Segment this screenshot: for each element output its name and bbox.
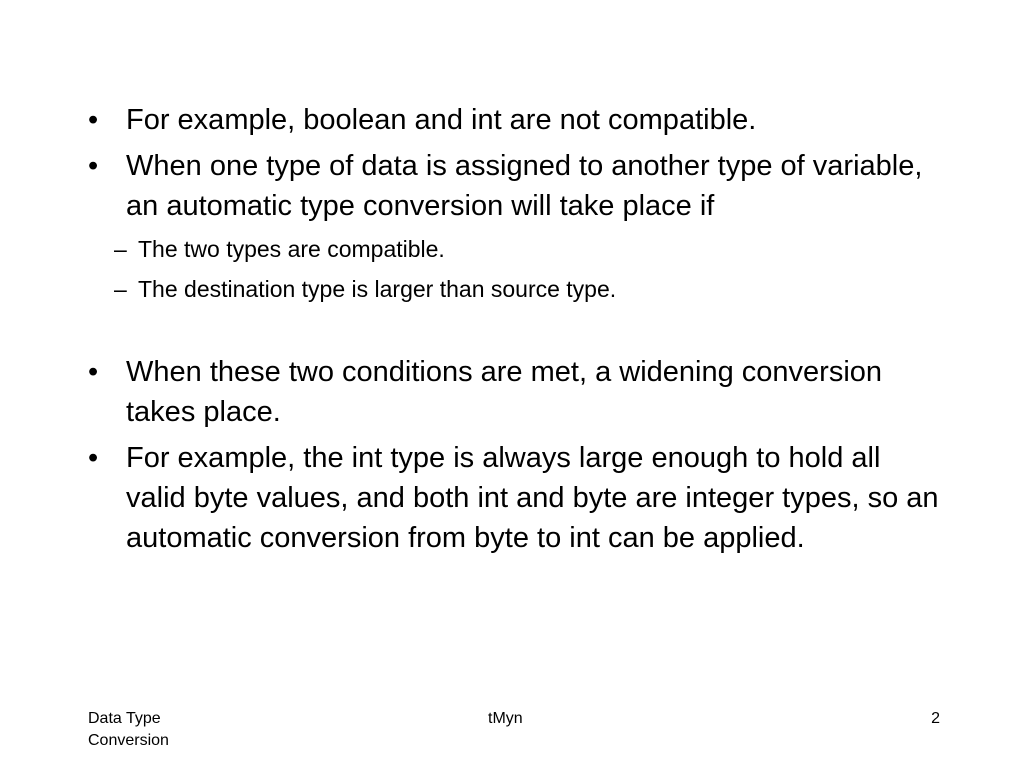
spacer <box>88 312 948 352</box>
footer-title-line: Conversion <box>88 732 169 749</box>
bullet-item <box>88 100 948 140</box>
bullet-text: When one type of data is assigned to another type of variable, an automatic type conversion will take place if <box>126 150 923 222</box>
footer-title <box>88 708 228 752</box>
footer-author: tMyn <box>488 710 523 727</box>
page-number: 2 <box>931 710 940 727</box>
bullet-item <box>88 146 948 306</box>
bullet-item <box>88 352 948 432</box>
footer-title-line: Data Type <box>88 710 161 727</box>
slide-content <box>88 100 948 564</box>
bullet-item <box>88 438 948 558</box>
sub-bullet-text: The destination type is larger than source type. <box>138 276 617 302</box>
bullet-text: For example, boolean and int are not compatible. <box>126 104 757 136</box>
bullet-text: For example, the int type is always large enough to hold all valid byte values, and both int and byte are integer types, so an automatic conversion from byte to int can be applied. <box>126 442 939 554</box>
sub-bullet-item <box>104 272 948 306</box>
sub-bullet-text: The two types are compatible. <box>138 236 445 262</box>
sub-bullet-list <box>126 232 948 306</box>
sub-bullet-item <box>104 232 948 266</box>
bullet-text: When these two conditions are met, a widening conversion takes place. <box>126 356 883 428</box>
